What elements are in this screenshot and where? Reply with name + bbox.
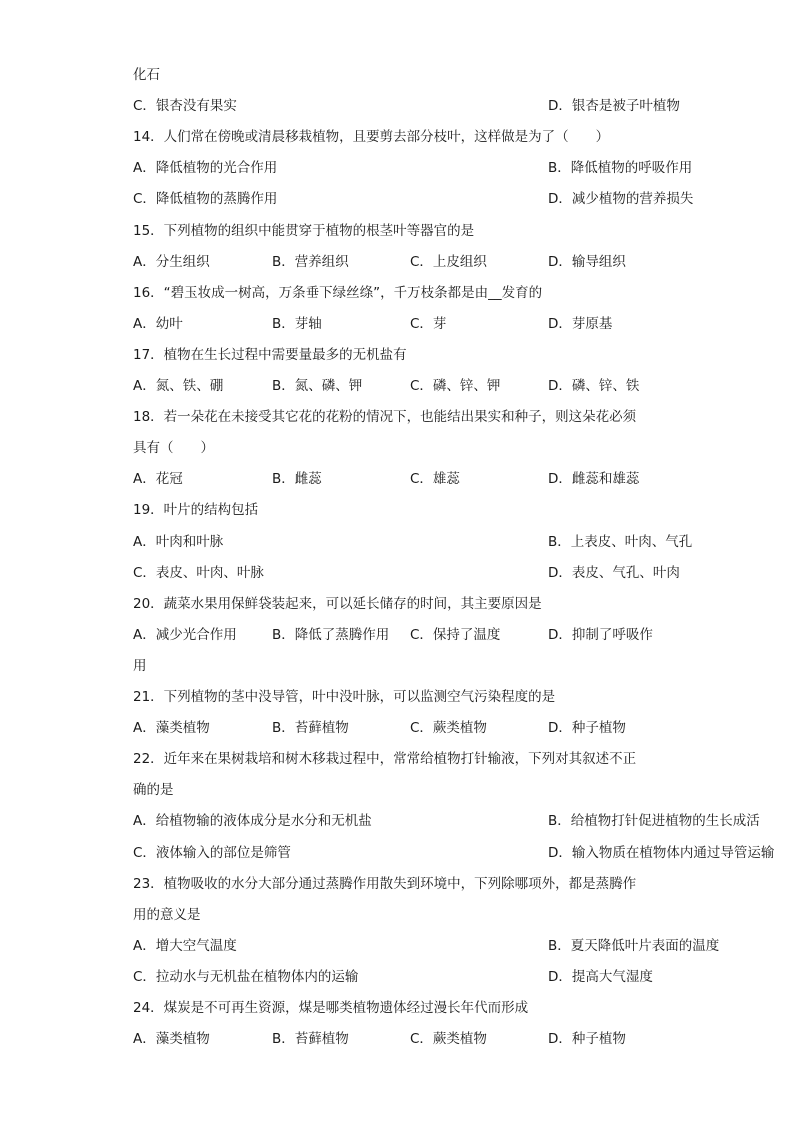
option-row [133,564,693,582]
answer-option: A．幼叶 [133,316,183,332]
option-row [133,315,693,333]
answer-option: B．上表皮、叶肉、气孔 [548,534,693,550]
answer-option: C．蕨类植物 [410,720,487,736]
answer-option: B．苔藓植物 [272,1031,349,1047]
option-row [133,1030,693,1048]
answer-option: C．表皮、叶肉、叶脉 [133,565,264,581]
text-line: 19．叶片的结构包括 [133,502,259,518]
text-line: 用的意义是 [133,907,201,923]
answer-option: A．减少光合作用 [133,627,237,643]
answer-option: B．芽轴 [272,316,322,332]
answer-option: B．给植物打针促进植物的生长成活 [548,813,760,829]
answer-option: C．蕨类植物 [410,1031,487,1047]
answer-option: D．银杏是被子叶植物 [548,98,680,114]
text-line: 22．近年来在果树栽培和树木移栽过程中，常常给植物打针输液，下列对其叙述不正 [133,751,637,767]
text-line: 20．蔬菜水果用保鲜袋装起来，可以延长储存的时间，其主要原因是 [133,596,542,612]
answer-option: A．藻类植物 [133,1031,210,1047]
answer-option: D．输导组织 [548,254,626,270]
option-row [133,937,720,955]
answer-option: A．降低植物的光合作用 [133,160,278,176]
answer-option: D．芽原基 [548,316,613,332]
answer-option: C．芽 [410,316,447,332]
option-row [133,470,693,488]
answer-option: A．氮、铁、硼 [133,378,224,394]
answer-option: A．花冠 [133,471,183,487]
text-line: 14．人们常在傍晚或清晨移栽植物，且要剪去部分枝叶，这样做是为了（ ） [133,129,610,145]
text-line: 18．若一朵花在未接受其它花的花粉的情况下，也能结出果实和种子，则这朵花必须 [133,409,637,425]
answer-option: C．上皮组织 [410,254,487,270]
option-row [133,97,693,115]
text-line: 21．下列植物的茎中没导管，叶中没叶脉，可以监测空气污染程度的是 [133,689,556,705]
option-row [133,253,693,271]
option-row [133,159,693,177]
option-row [133,377,693,395]
option-row [133,968,693,986]
text-line: 15．下列植物的组织中能贯穿于植物的根茎叶等器官的是 [133,223,475,239]
answer-option: B．降低了蒸腾作用 [272,627,390,643]
option-row [133,812,760,830]
option-row [133,190,693,208]
text-line: 确的是 [133,782,174,798]
answer-option: C．雄蕊 [410,471,460,487]
answer-option: B．雌蕊 [272,471,322,487]
option-row [133,844,775,862]
option-row [133,626,693,644]
answer-option: A．给植物输的液体成分是水分和无机盐 [133,813,372,829]
option-row [133,533,693,551]
option-row [133,719,693,737]
text-line: 16．“碧玉妆成一树高，万条垂下绿丝绦”，千万枝条都是由__发育的 [133,285,543,301]
answer-option: D．输入物质在植物体内通过导管运输 [548,845,775,861]
answer-option: D．雌蕊和雄蕊 [548,471,640,487]
text-line: 用 [133,658,147,674]
answer-option: D．种子植物 [548,1031,626,1047]
answer-option: C．降低植物的蒸腾作用 [133,191,278,207]
text-line: 具有（ ） [133,440,214,456]
answer-option: A．分生组织 [133,254,210,270]
text-line: 24．煤炭是不可再生资源，煤是哪类植物遗体经过漫长年代而形成 [133,1000,529,1016]
answer-option: C．拉动水与无机盐在植物体内的运输 [133,969,359,985]
answer-option: D．减少植物的营养损失 [548,191,694,207]
answer-option: B．降低植物的呼吸作用 [548,160,693,176]
answer-option: C．液体输入的部位是筛管 [133,845,291,861]
answer-option: A．藻类植物 [133,720,210,736]
answer-option: D．提高大气湿度 [548,969,653,985]
answer-option: B．夏天降低叶片表面的温度 [548,938,720,954]
text-line: 23．植物吸收的水分大部分通过蒸腾作用散失到环境中，下列除哪项外，都是蒸腾作 [133,876,637,892]
answer-option: D．表皮、气孔、叶肉 [548,565,680,581]
answer-option: B．苔藓植物 [272,720,349,736]
answer-option: C．保持了温度 [410,627,501,643]
answer-option: A．叶肉和叶脉 [133,534,224,550]
answer-option: A．增大空气温度 [133,938,237,954]
answer-option: B．营养组织 [272,254,349,270]
answer-option: D．抑制了呼吸作 [548,627,653,643]
answer-option: D．磷、锌、铁 [548,378,640,394]
answer-option: D．种子植物 [548,720,626,736]
answer-option: B．氮、磷、钾 [272,378,363,394]
answer-option: C．磷、锌、钾 [410,378,501,394]
text-line: 17．植物在生长过程中需要量最多的无机盐有 [133,347,407,363]
text-line: 化石 [133,67,160,83]
answer-option: C．银杏没有果实 [133,98,237,114]
